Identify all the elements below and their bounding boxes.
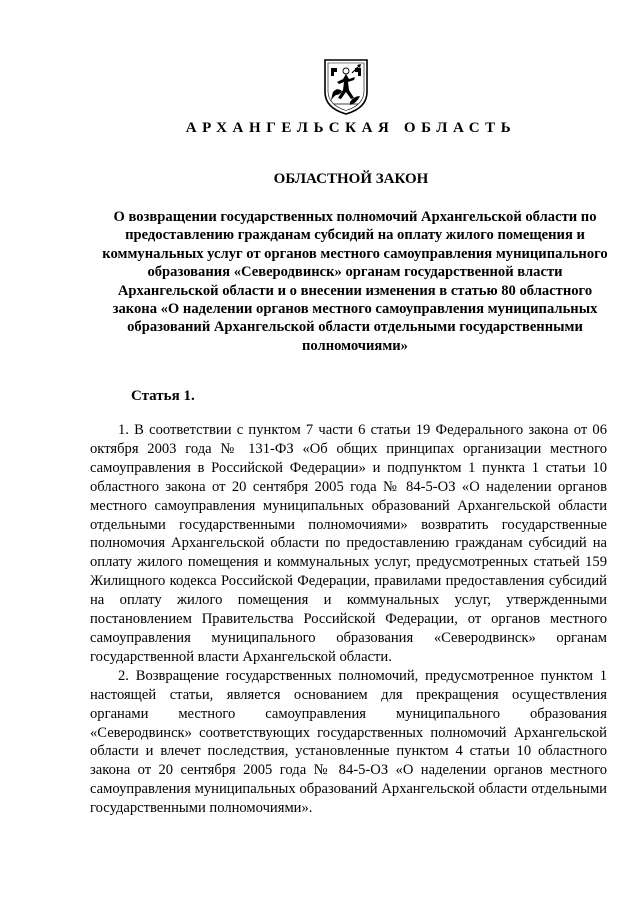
article-paragraph-2: 2. Возвращение государственных полномочий, предусмотренное пунктом 1 настоящей статьи, является основанием для прекращения осуществления органами местного самоуправления муниципального образования «Северодвинск» соответствующих государственных полномочий Архангельской области и влечет последствия, установленные пунктом 4 статьи 10 областного закона от 20 сентября 2005 года № 84-5-ОЗ «О наделении органов местного самоуправления муниципальных образований Архангельской области отдельными государственными полномочиями».: [90, 667, 607, 817]
coat-of-arms-icon: [323, 58, 369, 116]
law-title: О возвращении государственных полномочий Архангельской области по предоставлению гражданам субсидий на оплату жилого помещения и коммунальных услуг от органов местного самоуправления муниципального образования «Северодвинск» органам государственной власти Архангельской области и о внесении изменения в статью 80 областного закона «О наделении органов местного самоуправления муниципальных образований Архангельской области отдельными государственными полномочиями»: [102, 209, 608, 354]
article-heading: Статья 1.: [131, 388, 195, 404]
article-body: [90, 421, 607, 818]
region-name: АРХАНГЕЛЬСКАЯ ОБЛАСТЬ: [185, 120, 517, 136]
article-paragraph-1: 1. В соответствии с пунктом 7 части 6 статьи 19 Федерального закона от 06 октября 2003 года № 131-ФЗ «Об общих принципах организации местного самоуправления в Российской Федерации» и подпунктом 1 пункта 1 статьи 10 областного закона от 20 сентября 2005 года № 84-5-ОЗ «О наделении органов местного самоуправления муниципальных образований Архангельской области отдельными государственными полномочиями» возвратить государственные полномочия Архангельской области по предоставлению гражданам субсидий на оплату жилого помещения и коммунальных услуг, предусмотренных статьей 159 Жилищного кодекса Российской Федерации, правилами предоставления субсидий на оплату жилого помещения и коммунальных услуг, утвержденными постановлением Правительства Российской Федерации, от органов местного самоуправления муниципального образования «Северодвинск» органам государственной власти Архангельской области.: [90, 422, 607, 665]
law-kind: ОБЛАСТНОЙ ЗАКОН: [273, 171, 429, 187]
